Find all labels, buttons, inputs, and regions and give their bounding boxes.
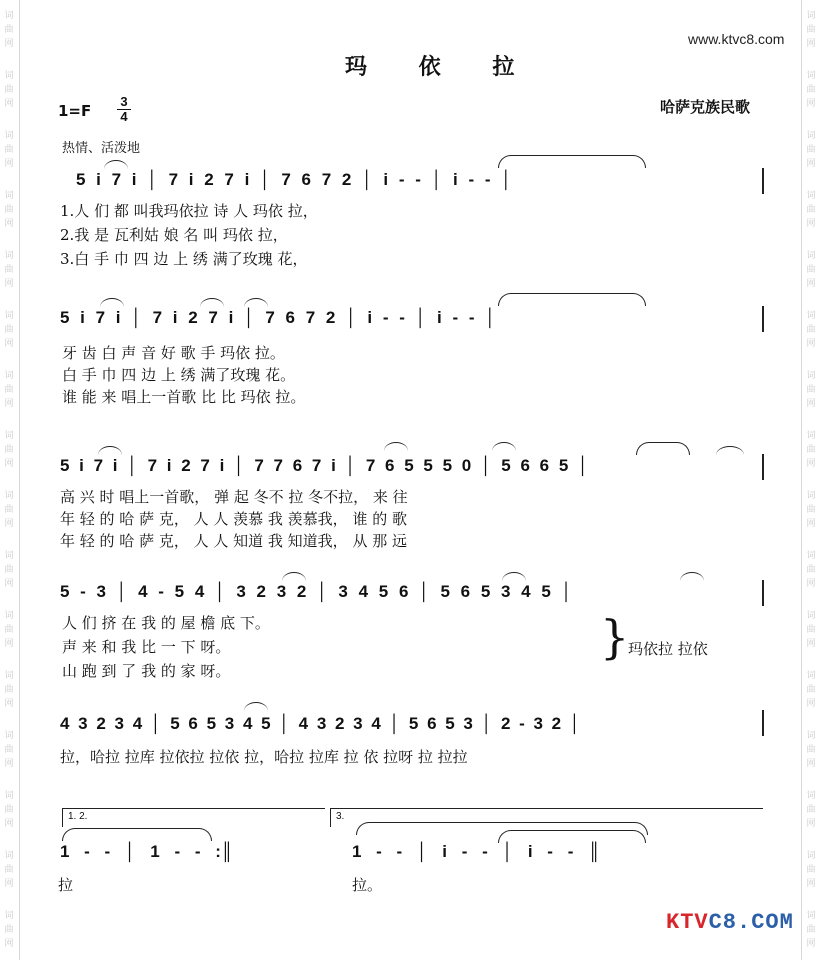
watermark-char: 词 — [806, 251, 816, 261]
watermark-group — [0, 840, 18, 900]
watermark-group — [802, 600, 820, 660]
notation-row-2: 5 i 7 i │ 7 i 2 7 i │ 7 6 7 2 │ i - - │ i - - │ — [60, 308, 496, 327]
watermark-char: 网 — [4, 159, 14, 169]
watermark-char: 曲 — [806, 445, 816, 455]
watermark-char: 网 — [806, 99, 816, 109]
site-logo-c8: C8 — [708, 910, 738, 935]
watermark-char: 网 — [4, 399, 14, 409]
watermark-char: 词 — [806, 431, 816, 441]
watermark-char: 曲 — [4, 445, 14, 455]
watermark-char: 网 — [4, 879, 14, 889]
watermark-char: 曲 — [4, 805, 14, 815]
notation-row-6-ending-1: 1 - - │ 1 - - :║ — [60, 842, 233, 861]
watermark-char: 曲 — [806, 745, 816, 755]
lyric-row-4-verse-2: 声 来 和 我 比 一 下 呀。 — [62, 638, 231, 656]
lyric-row-5: 拉，哈拉 拉库 拉依拉 拉依 拉，哈拉 拉库 拉 依 拉呀 拉 拉拉 — [60, 748, 468, 766]
watermark-char: 词 — [4, 671, 14, 681]
watermark-char: 曲 — [4, 145, 14, 155]
song-source: 哈萨克族民歌 — [660, 98, 751, 116]
lyric-row-4-verse-1: 人 们 挤 在 我 的 屋 檐 底 下。 — [62, 614, 270, 632]
time-signature-top: 3 — [120, 94, 128, 109]
volta-label-2: 3. — [336, 811, 345, 822]
watermark-char: 网 — [806, 339, 816, 349]
watermark-char: 网 — [4, 699, 14, 709]
watermark-char: 曲 — [806, 145, 816, 155]
slur-row-1a — [104, 160, 128, 169]
watermark-group — [0, 420, 18, 480]
watermark-char: 网 — [4, 219, 14, 229]
notation-row-3: 5 i 7 i │ 7 i 2 7 i │ 7 7 6 7 i │ 7 6 5 5 5 0 │ 5 6 6 5 │ — [60, 456, 589, 475]
watermark-char: 网 — [806, 39, 816, 49]
watermark-group — [0, 120, 18, 180]
watermark-char: 词 — [806, 551, 816, 561]
watermark-char: 词 — [806, 491, 816, 501]
watermark-group — [802, 60, 820, 120]
watermark-char: 网 — [806, 219, 816, 229]
watermark-char: 曲 — [4, 85, 14, 95]
watermark-char: 词 — [806, 911, 816, 921]
watermark-group — [0, 780, 18, 840]
watermark-char: 网 — [4, 339, 14, 349]
watermark-char: 网 — [4, 99, 14, 109]
watermark-char: 网 — [806, 279, 816, 289]
slur-row-2c — [244, 298, 268, 307]
watermark-group — [0, 660, 18, 720]
watermark-char: 曲 — [806, 565, 816, 575]
time-signature — [117, 96, 131, 123]
watermark-char: 曲 — [4, 505, 14, 515]
time-signature-bottom: 4 — [120, 109, 128, 124]
right-watermark-column — [802, 0, 820, 960]
watermark-char: 词 — [806, 671, 816, 681]
lyric-row-1-verse-2: 2.我 是 瓦利姑 娘 名 叫 玛依 拉， — [60, 226, 288, 244]
watermark-char: 曲 — [4, 745, 14, 755]
watermark-char: 曲 — [806, 25, 816, 35]
tie-row-6a — [62, 828, 212, 841]
lyric-row-3-verse-2: 年 轻 的 哈 萨 克， 人 人 羡慕 我 羡慕我， 谁 的 歌 — [60, 510, 407, 528]
lyric-row-3-verse-1: 高 兴 时 唱上一首歌， 弹 起 冬不 拉 冬不拉， 来 往 — [60, 488, 408, 506]
watermark-char: 曲 — [806, 805, 816, 815]
notation-row-5: 4 3 2 3 4 │ 5 6 5 3 4 5 │ 4 3 2 3 4 │ 5 6 5 3 │ 2 - 3 2 │ — [60, 714, 581, 733]
slur-row-4c — [680, 572, 704, 581]
left-edge-line — [19, 0, 20, 960]
song-title: 玛 依 拉 — [345, 54, 537, 80]
watermark-char: 词 — [4, 551, 14, 561]
watermark-group — [802, 120, 820, 180]
watermark-char: 词 — [4, 731, 14, 741]
watermark-group — [0, 0, 18, 60]
watermark-group — [0, 300, 18, 360]
watermark-char: 词 — [806, 731, 816, 741]
watermark-char: 网 — [806, 879, 816, 889]
slur-row-4a — [282, 572, 306, 581]
watermark-char: 网 — [806, 459, 816, 469]
watermark-char: 词 — [806, 191, 816, 201]
lyric-row-6-ending-1: 拉 — [58, 876, 74, 894]
watermark-char: 曲 — [806, 385, 816, 395]
watermark-char: 词 — [4, 431, 14, 441]
lyric-row-2-verse-1: 牙 齿 白 声 音 好 歌 手 玛依 拉。 — [62, 344, 285, 362]
watermark-char: 词 — [4, 11, 14, 21]
key-signature: 1=F — [58, 102, 92, 120]
watermark-char: 曲 — [806, 325, 816, 335]
watermark-char: 曲 — [4, 325, 14, 335]
watermark-char: 网 — [4, 39, 14, 49]
watermark-group — [0, 900, 18, 960]
watermark-char: 网 — [806, 939, 816, 949]
lyric-row-1-verse-3: 3.白 手 巾 四 边 上 绣 满了玫瑰 花， — [60, 250, 308, 268]
barline-row-3-end — [762, 454, 764, 480]
site-logo — [666, 910, 794, 935]
watermark-char: 网 — [806, 159, 816, 169]
watermark-char: 词 — [806, 611, 816, 621]
watermark-char: 词 — [4, 911, 14, 921]
watermark-char: 网 — [806, 639, 816, 649]
watermark-char: 曲 — [806, 925, 816, 935]
site-logo-ktv: KTV — [666, 910, 709, 935]
watermark-char: 曲 — [806, 865, 816, 875]
site-logo-tld: .COM — [737, 910, 794, 935]
watermark-char: 网 — [806, 399, 816, 409]
watermark-char: 词 — [806, 371, 816, 381]
watermark-group — [802, 360, 820, 420]
watermark-char: 曲 — [4, 205, 14, 215]
watermark-char: 词 — [4, 71, 14, 81]
watermark-char: 网 — [806, 759, 816, 769]
watermark-char: 曲 — [4, 25, 14, 35]
watermark-char: 词 — [4, 611, 14, 621]
lyric-row-1-verse-1: 1.人 们 都 叫我玛依拉 诗 人 玛依 拉， — [60, 202, 318, 220]
left-watermark-column — [0, 0, 18, 960]
watermark-char: 词 — [4, 491, 14, 501]
watermark-group — [802, 420, 820, 480]
volta-label-1: 1. 2. — [68, 811, 88, 822]
lyric-row-4-verse-3: 山 跑 到 了 我 的 家 呀。 — [62, 662, 231, 680]
watermark-char: 词 — [806, 131, 816, 141]
tie-row-3 — [636, 442, 690, 455]
watermark-char: 词 — [4, 311, 14, 321]
watermark-char: 曲 — [4, 865, 14, 875]
watermark-group — [802, 0, 820, 60]
watermark-char: 网 — [806, 819, 816, 829]
watermark-char: 曲 — [4, 385, 14, 395]
watermark-char: 曲 — [4, 685, 14, 695]
slur-row-3c — [492, 442, 516, 451]
watermark-char: 网 — [4, 819, 14, 829]
watermark-char: 曲 — [806, 205, 816, 215]
slur-row-5a — [244, 702, 268, 711]
lyric-row-2-verse-2: 白 手 巾 四 边 上 绣 满了玫瑰 花。 — [62, 366, 296, 384]
watermark-char: 曲 — [4, 625, 14, 635]
slur-row-2a — [100, 298, 124, 307]
watermark-group — [802, 540, 820, 600]
watermark-char: 网 — [4, 519, 14, 529]
watermark-char: 词 — [4, 251, 14, 261]
slur-row-3d — [716, 446, 744, 455]
watermark-char: 网 — [806, 699, 816, 709]
barline-row-5-end — [762, 710, 764, 736]
watermark-char: 曲 — [806, 265, 816, 275]
watermark-group — [0, 360, 18, 420]
watermark-char: 网 — [806, 579, 816, 589]
barline-row-2-end — [762, 306, 764, 332]
volta-bracket-1 — [62, 808, 325, 827]
watermark-group — [802, 480, 820, 540]
lyric-row-2-verse-3: 谁 能 来 唱上一首歌 比 比 玛依 拉。 — [62, 388, 306, 406]
watermark-char: 词 — [4, 371, 14, 381]
watermark-char: 曲 — [806, 625, 816, 635]
slur-row-3a — [98, 446, 122, 455]
right-edge-line — [801, 0, 802, 960]
barline-row-4-end — [762, 580, 764, 606]
watermark-char: 曲 — [806, 505, 816, 515]
slur-row-4b — [502, 572, 526, 581]
notation-row-6-ending-2: 1 - - │ i - - │ i - - ║ — [352, 842, 601, 861]
watermark-group — [802, 660, 820, 720]
watermark-char: 网 — [4, 939, 14, 949]
site-url: www.ktvc8.com — [688, 31, 785, 47]
watermark-group — [802, 240, 820, 300]
slur-row-3b — [384, 442, 408, 451]
watermark-group — [0, 480, 18, 540]
watermark-group — [0, 180, 18, 240]
watermark-char: 词 — [806, 71, 816, 81]
watermark-char: 网 — [4, 279, 14, 289]
watermark-char: 词 — [4, 131, 14, 141]
watermark-group — [0, 540, 18, 600]
notation-row-4: 5 - 3 │ 4 - 5 4 │ 3 2 3 2 │ 3 4 5 6 │ 5 6 5 3 4 5 │ — [60, 582, 573, 601]
watermark-char: 网 — [4, 639, 14, 649]
watermark-char: 曲 — [4, 265, 14, 275]
lyric-row-3-verse-3: 年 轻 的 哈 萨 克， 人 人 知道 我 知道我， 从 那 远 — [60, 532, 407, 550]
watermark-char: 曲 — [806, 85, 816, 95]
watermark-char: 词 — [4, 791, 14, 801]
watermark-char: 词 — [806, 11, 816, 21]
watermark-char: 网 — [4, 759, 14, 769]
tempo-marking: 热情、活泼地 — [62, 141, 141, 156]
watermark-group — [802, 720, 820, 780]
watermark-char: 词 — [4, 191, 14, 201]
watermark-char: 词 — [806, 791, 816, 801]
watermark-group — [802, 900, 820, 960]
watermark-group — [802, 780, 820, 840]
watermark-char: 曲 — [4, 925, 14, 935]
watermark-group — [802, 180, 820, 240]
watermark-char: 曲 — [806, 685, 816, 695]
watermark-char: 网 — [806, 519, 816, 529]
tie-row-2 — [498, 293, 646, 306]
watermark-char: 曲 — [4, 565, 14, 575]
watermark-char: 词 — [806, 311, 816, 321]
watermark-group — [0, 60, 18, 120]
refrain-side-lyric: 玛依拉 拉依 — [628, 640, 708, 658]
lyric-row-6-ending-2: 拉。 — [352, 876, 383, 894]
watermark-char: 词 — [806, 851, 816, 861]
watermark-group — [0, 600, 18, 660]
slur-row-2b — [200, 298, 224, 307]
watermark-group — [0, 720, 18, 780]
watermark-char: 词 — [4, 851, 14, 861]
watermark-char: 网 — [4, 459, 14, 469]
notation-row-1: 5 i 7 i │ 7 i 2 7 i │ 7 6 7 2 │ i - - │ i - - │ — [76, 170, 512, 189]
barline-row-1-end — [762, 168, 764, 194]
watermark-group — [0, 240, 18, 300]
tie-row-1 — [498, 155, 646, 168]
watermark-char: 网 — [4, 579, 14, 589]
verse-brace: } — [600, 610, 630, 664]
watermark-group — [802, 300, 820, 360]
watermark-group — [802, 840, 820, 900]
